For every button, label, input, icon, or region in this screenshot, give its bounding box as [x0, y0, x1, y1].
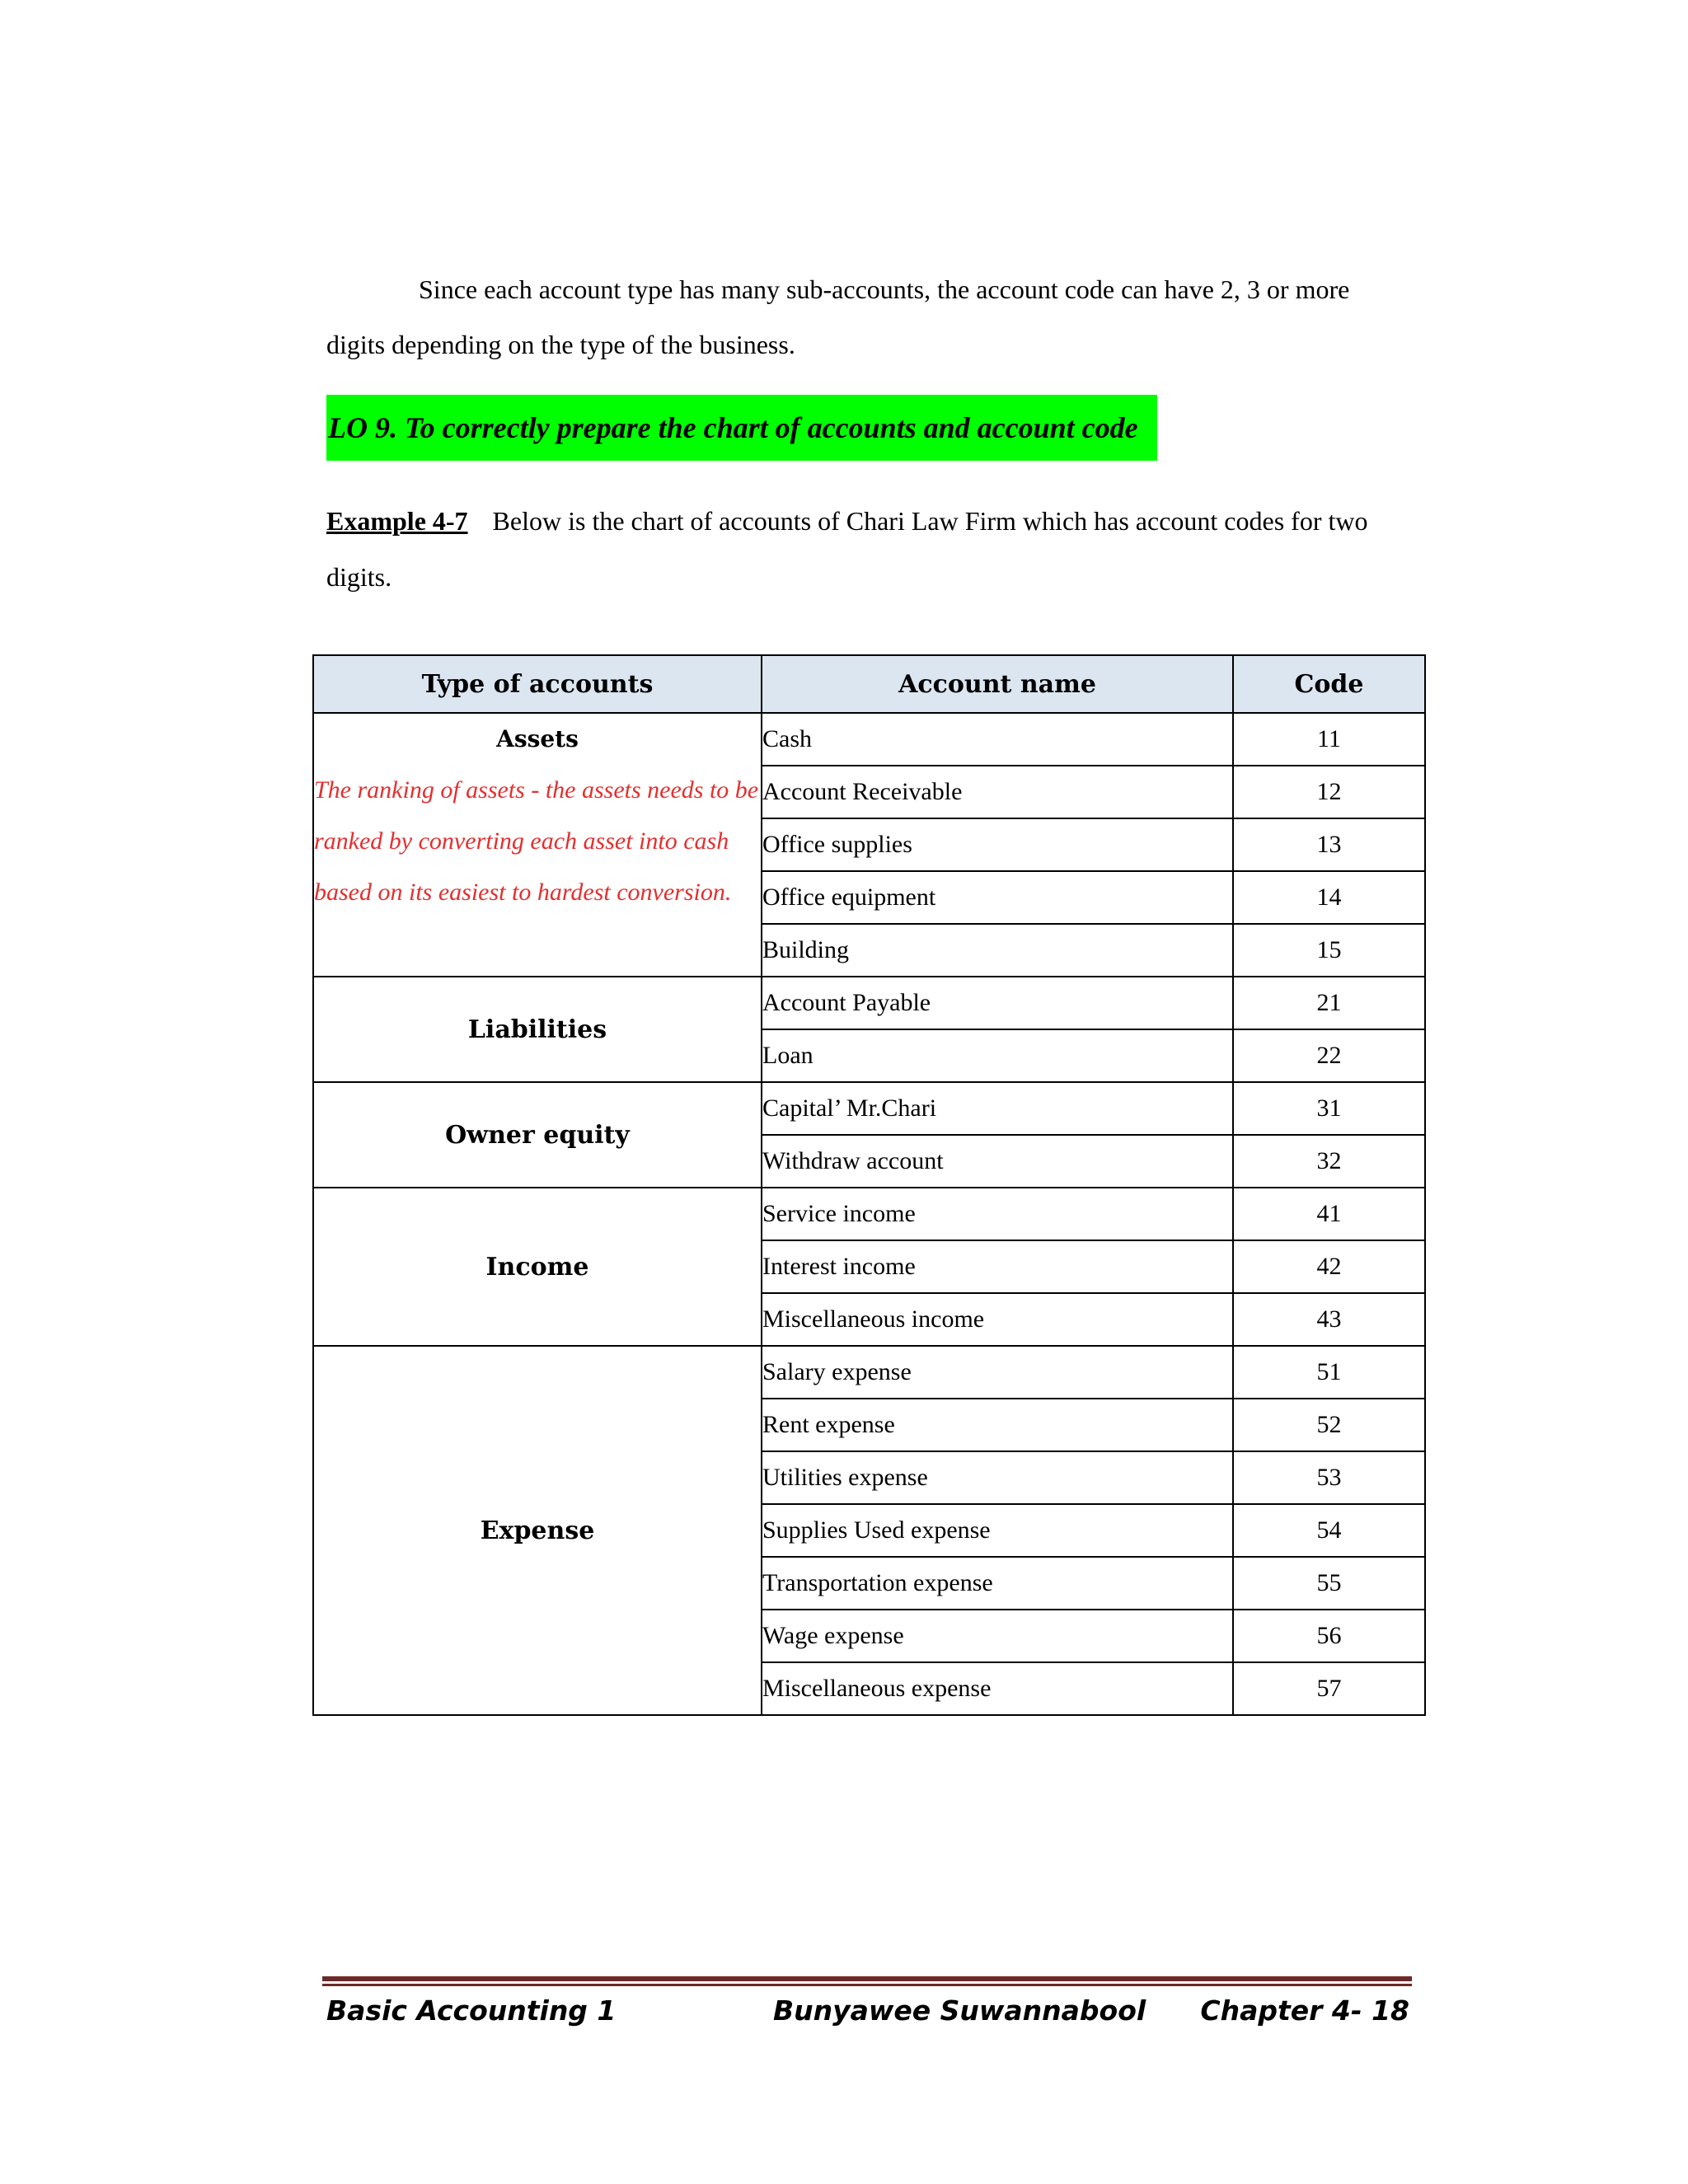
header-account-name: Account name [762, 655, 1233, 713]
account-code: 14 [1233, 871, 1425, 924]
account-code: 52 [1233, 1399, 1425, 1451]
account-code: 57 [1233, 1662, 1425, 1715]
account-code: 53 [1233, 1451, 1425, 1504]
account-code: 42 [1233, 1240, 1425, 1293]
type-cell-expense: Expense [313, 1346, 762, 1715]
intro-paragraph: Since each account type has many sub-accounts, the account code can have 2, 3 or more digits depending on the type of the business. [326, 274, 1350, 359]
account-name: Miscellaneous expense [762, 1662, 1233, 1715]
account-code: 22 [1233, 1029, 1425, 1082]
account-name: Office equipment [762, 871, 1233, 924]
example-paragraph [326, 493, 1409, 605]
account-code: 54 [1233, 1504, 1425, 1557]
type-cell-owner-equity: Owner equity [313, 1082, 762, 1188]
type-cell-liabilities: Liabilities [313, 977, 762, 1082]
account-name: Office supplies [762, 818, 1233, 871]
header-type: Type of accounts [313, 655, 762, 713]
assets-ranking-note: The ranking of assets - the assets needs to be ranked by converting each asset into cash based on its easiest to hardest conversion. [314, 776, 759, 906]
table-row [313, 1082, 1425, 1135]
table-row [313, 1188, 1425, 1240]
learning-objective-heading: LO 9. To correctly prepare the chart of accounts and account code [326, 395, 1157, 461]
account-name: Utilities expense [762, 1451, 1233, 1504]
account-name: Transportation expense [762, 1557, 1233, 1610]
account-code: 51 [1233, 1346, 1425, 1399]
account-name: Account Payable [762, 977, 1233, 1029]
account-code: 11 [1233, 713, 1425, 766]
account-code: 32 [1233, 1135, 1425, 1188]
type-cell-assets [313, 713, 762, 977]
account-name: Loan [762, 1029, 1233, 1082]
account-name: Building [762, 924, 1233, 977]
account-name: Miscellaneous income [762, 1293, 1233, 1346]
type-label-assets: Assets [496, 725, 579, 752]
account-name: Capital’ Mr.Chari [762, 1082, 1233, 1135]
account-name: Salary expense [762, 1346, 1233, 1399]
account-name: Wage expense [762, 1610, 1233, 1662]
account-name: Withdraw account [762, 1135, 1233, 1188]
example-label: Example 4-7 [326, 506, 468, 536]
table-row [313, 1346, 1425, 1399]
account-code: 12 [1233, 766, 1425, 818]
account-code: 41 [1233, 1188, 1425, 1240]
account-code: 55 [1233, 1557, 1425, 1610]
account-name: Cash [762, 713, 1233, 766]
footer-author: Bunyawee Suwannabool [773, 1994, 1146, 2027]
account-name: Service income [762, 1188, 1233, 1240]
account-code: 21 [1233, 977, 1425, 1029]
account-name: Rent expense [762, 1399, 1233, 1451]
page-footer [326, 1990, 1409, 2032]
table-row [313, 977, 1425, 1029]
account-name: Supplies Used expense [762, 1504, 1233, 1557]
table-header-row [313, 655, 1425, 713]
account-name: Account Receivable [762, 766, 1233, 818]
example-text: Below is the chart of accounts of Chari Law Firm which has account codes for two digits. [326, 506, 1368, 592]
account-code: 31 [1233, 1082, 1425, 1135]
type-cell-income: Income [313, 1188, 762, 1346]
account-code: 43 [1233, 1293, 1425, 1346]
header-code: Code [1233, 655, 1425, 713]
footer-page-number: Chapter 4- 18 [1200, 1994, 1409, 2027]
footer-rule-thick [322, 1976, 1412, 1981]
chart-of-accounts-table [312, 654, 1426, 1716]
account-name: Interest income [762, 1240, 1233, 1293]
account-code: 56 [1233, 1610, 1425, 1662]
account-code: 13 [1233, 818, 1425, 871]
footer-course-title: Basic Accounting 1 [326, 1994, 617, 2027]
footer-rule-thin [322, 1984, 1412, 1986]
account-code: 15 [1233, 924, 1425, 977]
table-row [313, 713, 1425, 766]
